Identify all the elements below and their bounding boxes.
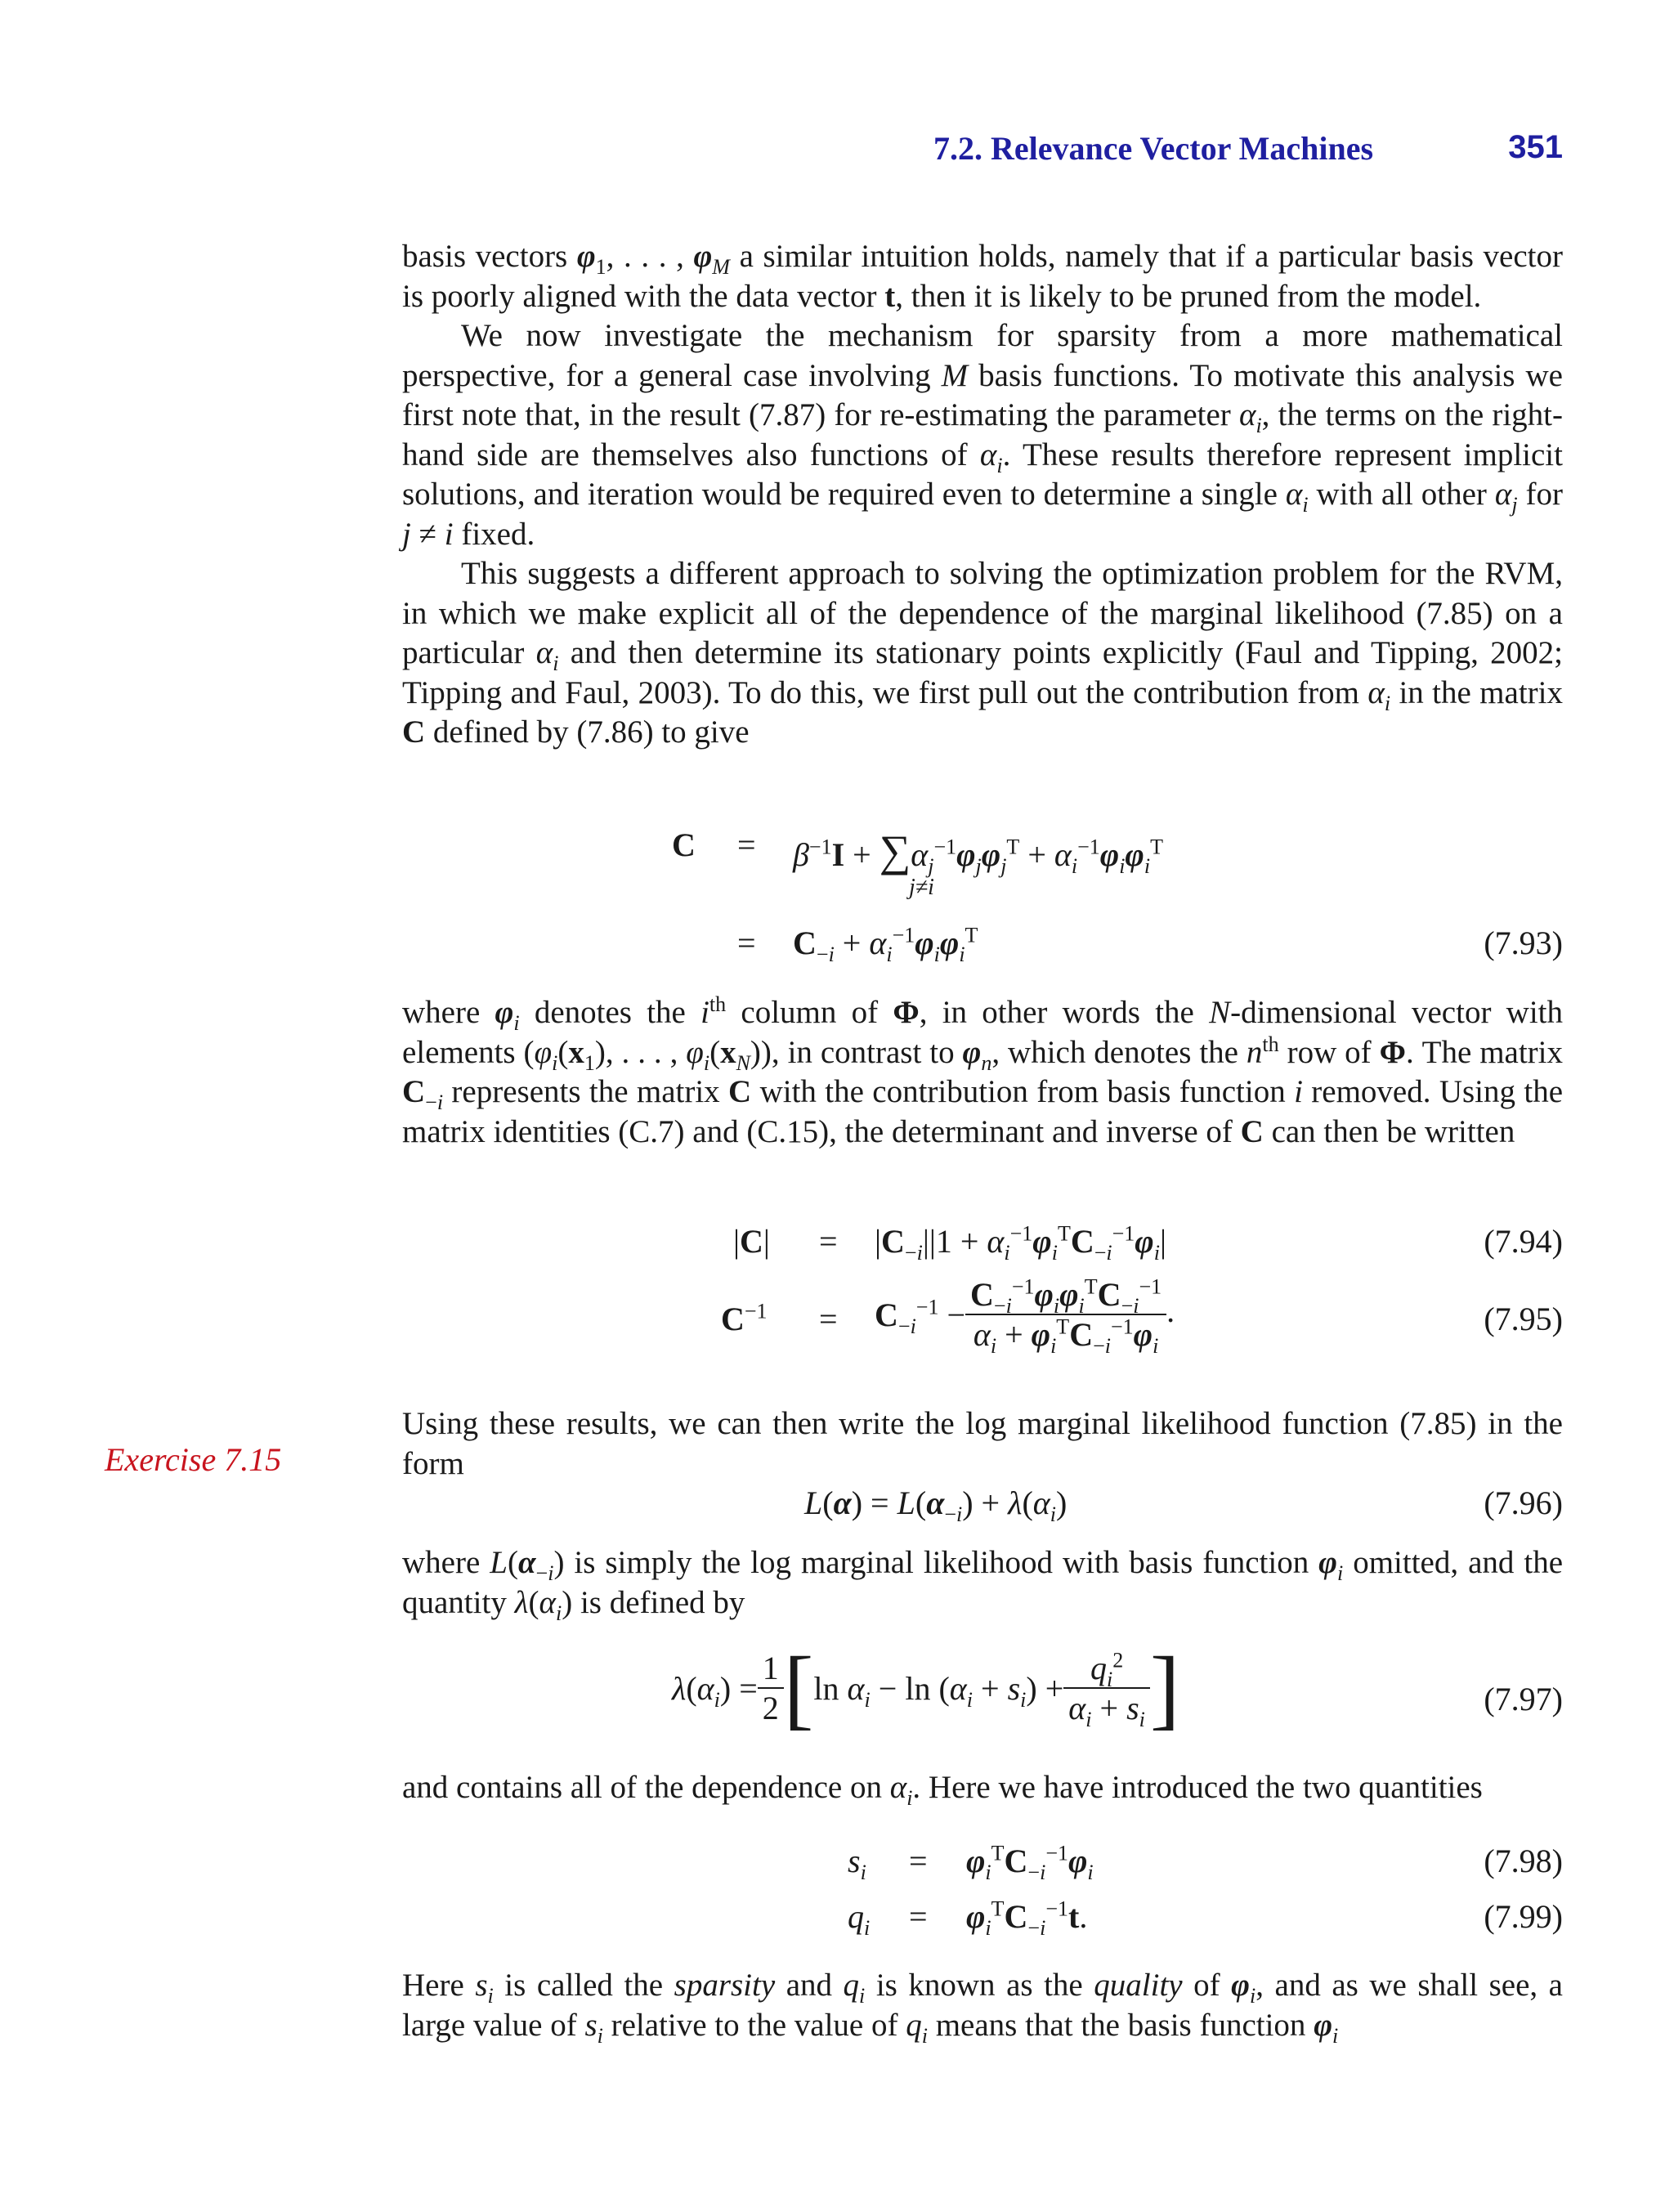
equation-number: (7.97) xyxy=(1484,1681,1563,1717)
equation-number: (7.96) xyxy=(1484,1484,1563,1521)
paragraph-log-marginal: Using these results, we can then write the log marginal likelihood function (7.85) in the form xyxy=(402,1406,1563,1481)
paragraph-sparsity-quality: Here $s_i$ is called the sparsity and $q_i$ is known as the quality of $\varphi_i$, and as we shall see, a large value of $s_i$ relative to the value of $q_i$ means that the basis function $\varphi_i$ xyxy=(402,1968,1563,2048)
equation-7-99: $q_i$ = $\varphi_i^TC_{-i}^{-1}t$. (7.99) xyxy=(848,1896,1563,1940)
equation-7-93-line1: C = $\beta^{-1}I + \sum\alpha_j^{-1}\varphi_j\varphi_j^T + \alpha_i^{-1}\varphi_i\varphi_i^T$ xyxy=(672,826,1163,878)
equation-number: (7.95) xyxy=(1484,1301,1563,1337)
exercise-margin-note[interactable]: Exercise 7.15 xyxy=(105,1441,282,1478)
page-number: 351 xyxy=(1508,129,1563,165)
equation-7-94: |C| = $|C_{-i}||1 + \alpha_i^{-1}\varphi_i^TC_{-i}^{-1}\varphi_i|$ (7.94) xyxy=(733,1221,1563,1265)
equation-number: (7.99) xyxy=(1484,1898,1563,1935)
equation-7-95: $C^{-1}$ = $C_{-i}^{-1}$ − $\frac{C_{-i}^{-1}\varphi_i\varphi_i^TC_{-i}^{-1}}{\alpha_i + \varphi_i^TC_{-i}^{-1}\varphi_i}$ . (7.95) xyxy=(721,1274,1563,1358)
paragraph-two-quantities: and contains all of the dependence on $\alpha_i$. Here we have introduced the two quantities xyxy=(402,1770,1483,1810)
equation-number: (7.94) xyxy=(1484,1223,1563,1260)
page-header xyxy=(402,129,1563,175)
equation-7-97: $\lambda(\alpha_i)$ = $\frac{1}{2}$ [ln $\alpha_i - \ln (\alpha_i + s_i)$ + $\frac{q_i^2}{\alpha_i + s_i}$ ] (7.97) xyxy=(672,1638,1563,1738)
equation-7-96: $L(\alpha) = L(\alpha_{-i}) + \lambda(\alpha_i)$ (7.96) xyxy=(804,1484,1563,1526)
equation-number: (7.93) xyxy=(1484,925,1563,961)
equation-sum-index: j≠i xyxy=(909,875,934,900)
equation-number: (7.98) xyxy=(1484,1843,1563,1879)
running-title: 7.2. Relevance Vector Machines xyxy=(933,130,1374,167)
equation-7-98: $s_i$ = $\varphi_i^TC_{-i}^{-1}\varphi_i$ (7.98) xyxy=(848,1841,1563,1884)
paragraph-lambda-definition: where $L(\alpha_{-i})$ is simply the log marginal likelihood with basis function $\varphi_i$ omitted, and the quantity $\lambda(\alpha_i)$ is defined by xyxy=(402,1545,1564,1625)
paragraph-phi-column: where $\varphi_i$ denotes the $i^{th}$ column of Φ, in other words the N-dimensional vector with elements ($\varphi_i(x_1)$, . . . , $\varphi_i(x_N)$), in contrast to $\varphi_n$, which denotes the $n^{th}$ row of Φ. The matrix $C_{-i}$ represents the matrix C with the contribution from basis function i removed. Using the matrix identities (C.7) and (C.15), the determinant and inverse of C can then be written xyxy=(402,992,1564,1149)
equation-7-93-line2: = $C_{-i} + \alpha_i^{-1}\varphi_i\varphi_i^T$ (7.93) xyxy=(737,923,1563,966)
paragraph-basis-vectors: basis vectors $\varphi_1$, . . . , $\varphi_M$ a similar intuition holds, namely that if a particular basis vector is poorly aligned with the data vector t, then it is likely to be pruned from the model. We now investigate the mechanism for sparsity from a more mathematical perspective, for a general case involving M basis functions. To motivate this analysis we first note that, in the result (7.87) for re-estimating the parameter $\alpha_i$, the terms on the right-hand side are themselves also functions of $\alpha_i$. These results therefore represent implicit solutions, and iteration would be required even to determine a single $\alpha_i$ with all other $\alpha_j$ for j ≠ i fixed. This suggests a different approach to solving the optimization problem for the RVM, in which we make explicit all of the dependence of the marginal likelihood (7.85) on a particular $\alpha_i$ and then determine its stationary points explicitly (Faul and Tipping, 2002; Tipping and Faul, 2003). To do this, we first pull out the contribution from $\alpha_i$ in the matrix C defined by (7.86) to give xyxy=(402,239,1563,750)
